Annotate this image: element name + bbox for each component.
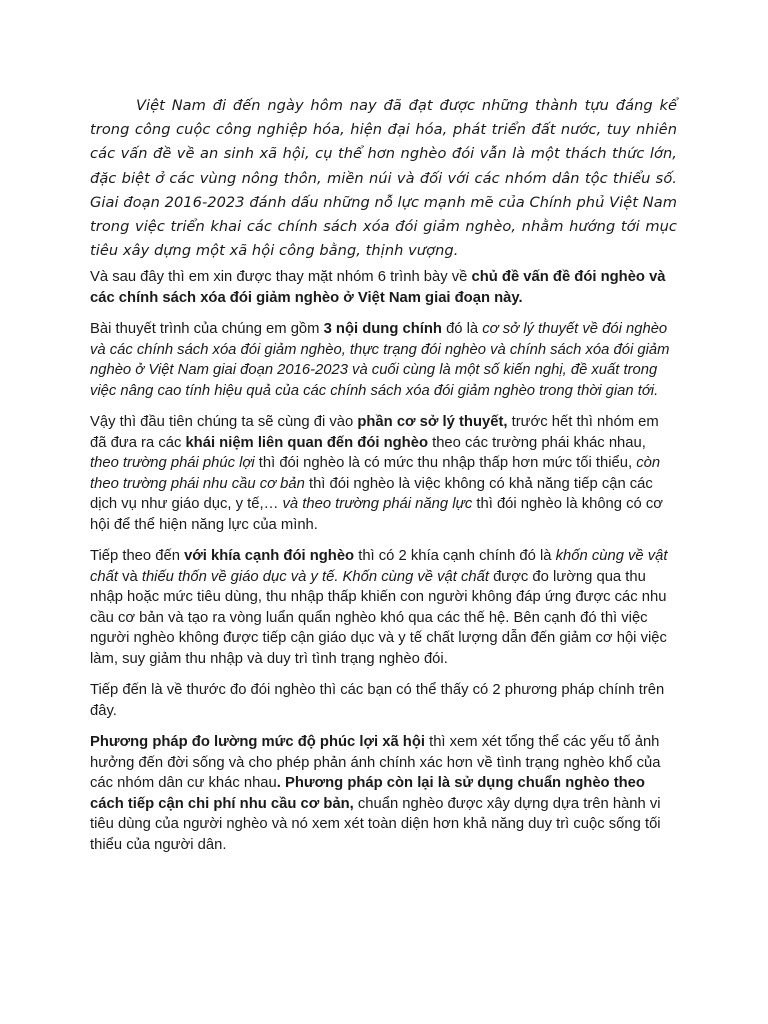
paragraph-outline	[90, 319, 677, 401]
bold-run: chủ đề vấn đề đói nghèo và các chính sách xóa đói giảm nghèo ở Việt Nam giai đoạn này.	[90, 269, 666, 306]
text-run: chuẩn nghèo được xây dựng dựa trên hành vi tiêu dùng của người nghèo và nó xem xét toàn diện hơn khả năng duy trì cuộc sống tối thiểu của người dân.	[90, 795, 661, 853]
italic-run: thiếu thốn về giáo dục và y tế. Khốn cùng về vật chất	[141, 568, 489, 585]
text-run: Bài thuyết trình của chúng em gồm	[90, 321, 324, 338]
italic-run: theo trường phái phúc lợi	[90, 455, 255, 472]
document-page	[90, 94, 677, 866]
paragraph-theory	[90, 412, 677, 535]
text-run: Và sau đây thì em xin được thay mặt nhóm 6 trình bày về	[90, 269, 472, 286]
italic-run: còn theo trường phái nhu cầu cơ bản	[90, 455, 661, 492]
italic-run: cơ sở lý thuyết về đói nghèo và các chính sách xóa đói giảm nghèo, thực trạng đói nghèo và chính sách xóa đói giảm nghèo ở Việt Nam giai đoạn 2016-2023 và cuối cùng là một số kiến nghị, đề xuất trong việc nâng cao tính hiệu quả của các chính sách xóa đói giảm nghèo trong thời gian tới.	[90, 321, 670, 399]
bold-run: 3 nội dung chính	[323, 321, 442, 338]
paragraph-measures	[90, 680, 677, 721]
paragraph-methods	[90, 732, 677, 855]
text-run: thì xem xét tổng thể các yếu tố ảnh hưởng đến đời sống và cho phép phản ánh chính xác hơn về tình trạng nghèo khổ của các nhóm dân cư khác nhau	[90, 734, 661, 792]
italic-run: và theo trường phái năng lực	[282, 496, 473, 513]
text-run: theo các trường phái khác nhau,	[427, 434, 646, 451]
text-run: thì đói nghèo là việc không có khả năng tiếp cận các dịch vụ như giáo dục, y tế,…	[90, 475, 653, 513]
bold-run: . Phương pháp còn lại là sử dụng chuẩn nghèo theo cách tiếp cận chi phí nhu cầu cơ bản,	[90, 775, 645, 812]
text-run: và	[117, 568, 142, 585]
intro-paragraph: Việt Nam đi đến ngày hôm nay đã đạt được những thành tựu đáng kể trong công cuộc công nghiệp hóa, hiện đại hóa, phát triển đất nước, tuy nhiên các vấn đề về an sinh xã hội, cụ thể hơn nghèo đói vẫn là một thách thức lớn, đặc biệt ở các vùng nông thôn, miền núi và đối với các nhóm dân tộc thiểu số. Giai đoạn 2016-2023 đánh dấu những nỗ lực mạnh mẽ của Chính phủ Việt Nam trong việc triển khai các chính sách xóa đói giảm nghèo, nhằm hướng tới mục tiêu xây dựng một xã hội công bằng, thịnh vượng.	[90, 97, 677, 260]
text-run: Tiếp đến là về thước đo đói nghèo thì các bạn có thể thấy có 2 phương pháp chính trên đây.	[90, 682, 665, 719]
bold-run: khái niệm liên quan đến đói nghèo	[185, 434, 428, 451]
text-run: Vậy thì đầu tiên chúng ta sẽ cùng đi vào	[90, 414, 358, 431]
text-run: đó là	[441, 321, 483, 338]
bold-run: Phương pháp đo lường mức độ phúc lợi xã hội	[90, 734, 425, 751]
paragraph-dimensions	[90, 546, 677, 669]
text-run: thì đói nghèo là không có cơ hội để thể hiện năng lực của mình.	[90, 496, 663, 533]
bold-run: phần cơ sở lý thuyết,	[357, 414, 508, 431]
paragraph-topic	[90, 267, 677, 308]
text-run: thì có 2 khía cạnh chính đó là	[354, 548, 556, 565]
text-run: thì đói nghèo là có mức thu nhập thấp hơn mức tối thiểu,	[254, 455, 637, 472]
text-run: được đo lường qua thu nhập hoặc mức tiêu dùng, thu nhập thấp khiến con người không đáp ứng được các nhu cầu cơ bản và tạo ra vòng luẩn quẩn nghèo khó qua các thế hệ. Bên cạnh đó thì việc người nghèo không được tiếp cận giáo dục và y tế chất lượng dẫn đến giảm cơ hội việc làm, suy giảm thu nhập và duy trì tình trạng nghèo đói.	[90, 568, 667, 667]
text-run: trước hết thì nhóm em đã đưa ra các	[90, 414, 659, 451]
bold-run: với khía cạnh đói nghèo	[184, 548, 355, 565]
italic-run: khốn cùng về vật chất	[90, 548, 668, 585]
text-run: Tiếp theo đến	[90, 548, 185, 565]
